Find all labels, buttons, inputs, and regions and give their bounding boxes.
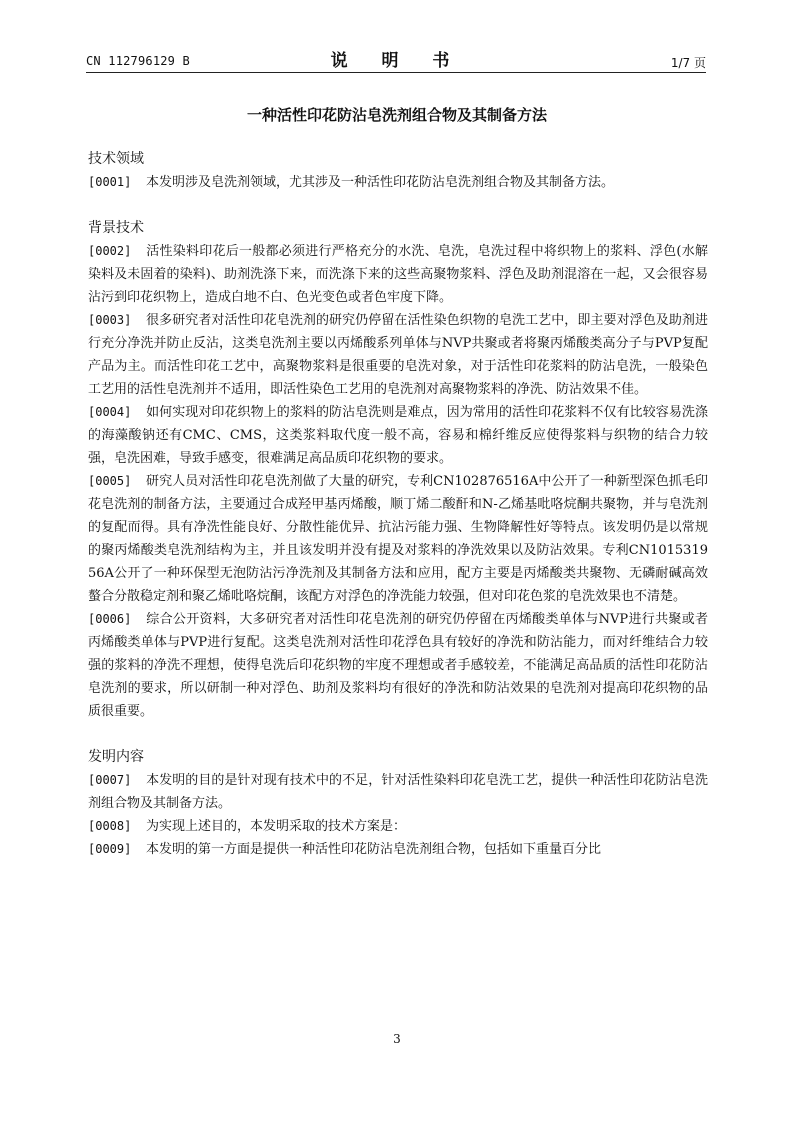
paragraph-text: 活性染料印花后一般都必须进行严格充分的水洗、皂洗，皂洗过程中将织物上的浆料、浮色(水解染料及未固着的染料)、助剂洗涤下来，而洗涤下来的这些高聚物浆料、浮色及助剂混溶在一起，又会很容易沾污到印花织物上，造成白地不白、色光变色或者色牢度下降。 (88, 244, 708, 305)
paragraph-number: [0002] (88, 244, 132, 258)
paragraph-number: [0009] (88, 842, 132, 856)
paragraph (88, 401, 708, 470)
paragraph (88, 608, 708, 723)
document-title: 一种活性印花防沾皂洗剂组合物及其制备方法 (246, 106, 547, 124)
section-label: 说 明 书 (330, 51, 464, 71)
header-divider (86, 72, 706, 73)
paragraph-number: [0008] (88, 819, 132, 833)
section-background (88, 216, 708, 723)
paragraph (88, 815, 708, 838)
section-heading: 发明内容 (88, 749, 144, 765)
paragraph-number: [0003] (88, 313, 132, 327)
paragraph (88, 309, 708, 401)
section-heading: 技术领域 (88, 151, 144, 167)
paragraph-text: 综合公开资料，大多研究者对活性印花皂洗剂的研究仍停留在丙烯酸类单体与NVP进行共聚或者丙烯酸类单体与PVP进行复配。这类皂洗剂对活性印花浮色具有较好的净洗和防沾能力，而对纤维结合力较强的浆料的净洗不理想，使得皂洗后印花织物的牢度不理想或者手感较差，不能满足高品质的活性印花防沾皂洗剂的要求，所以研制一种对浮色、助剂及浆料均有很好的净洗和防沾效果的皂洗剂对提高印花织物的品质很重要。 (88, 612, 708, 719)
paragraph-number: [0006] (88, 612, 132, 626)
paragraph-number: [0005] (88, 474, 132, 488)
page-number: 3 (393, 1032, 401, 1046)
paragraph (88, 171, 708, 194)
section-technical-field (88, 147, 708, 194)
paragraph-text: 研究人员对活性印花皂洗剂做了大量的研究，专利CN102876516A中公开了一种新型深色抓毛印花皂洗剂的制备方法，主要通过合成羟甲基丙烯酸，顺丁烯二酸酐和N-乙烯基吡咯烷酮共聚物，并与皂洗剂的复配而得。具有净洗性能良好、分散性能优异、抗沾污能力强、生物降解性好等特点。该发明仍是以常规的聚丙烯酸类皂洗剂结构为主，并且该发明并没有提及对浆料的净洗效果以及防沾效果。专利CN101531956A公开了一种环保型无泡防沾污净洗剂及其制备方法和应用，配方主要是丙烯酸类共聚物、无磷耐碱高效螯合分散稳定剂和聚乙烯吡咯烷酮，该配方对浮色的净洗能力较强，但对印花色浆的皂洗效果也不清楚。 (88, 474, 708, 604)
paragraph (88, 769, 708, 815)
section-heading: 背景技术 (88, 220, 144, 236)
paragraph-text: 很多研究者对活性印花皂洗剂的研究仍停留在活性染色织物的皂洗工艺中，即主要对浮色及助剂进行充分净洗并防止反沾，这类皂洗剂主要以丙烯酸系列单体与NVP共聚或者将聚丙烯酸类高分子与PVP复配产品为主。而活性印花工艺中，高聚物浆料是很重要的皂洗对象，对于活性印花浆料的防沾皂洗，一般染色工艺用的活性皂洗剂并不适用，即活性染色工艺用的皂洗剂对高聚物浆料的净洗、防沾效果不佳。 (88, 313, 708, 397)
section-invention-content (88, 745, 708, 861)
page-indicator: 1/7 页 (670, 56, 706, 70)
paragraph-text: 本发明涉及皂洗剂领域，尤其涉及一种活性印花防沾皂洗剂组合物及其制备方法。 (146, 175, 615, 190)
paragraph (88, 240, 708, 309)
paragraph-text: 本发明的目的是针对现有技术中的不足，针对活性染料印花皂洗工艺，提供一种活性印花防沾皂洗剂组合物及其制备方法。 (88, 773, 708, 811)
paragraph-number: [0001] (88, 175, 132, 189)
paragraph (88, 470, 708, 608)
paragraph-text: 如何实现对印花织物上的浆料的防沾皂洗则是难点，因为常用的活性印花浆料不仅有比较容易洗涤的海藻酸钠还有CMC、CMS，这类浆料取代度一般不高，容易和棉纤维反应使得浆料与织物的结合力较强，皂洗困难，导致手感变，很难满足高品质印花织物的要求。 (88, 405, 708, 466)
patent-number: CN 112796129 B (86, 54, 190, 68)
paragraph-text: 本发明的第一方面是提供一种活性印花防沾皂洗剂组合物，包括如下重量百分比 (146, 842, 602, 857)
paragraph-number: [0007] (88, 773, 132, 787)
paragraph (88, 838, 708, 861)
paragraph-number: [0004] (88, 405, 132, 419)
paragraph-text: 为实现上述目的，本发明采取的技术方案是： (146, 819, 407, 834)
document-body (88, 147, 708, 861)
